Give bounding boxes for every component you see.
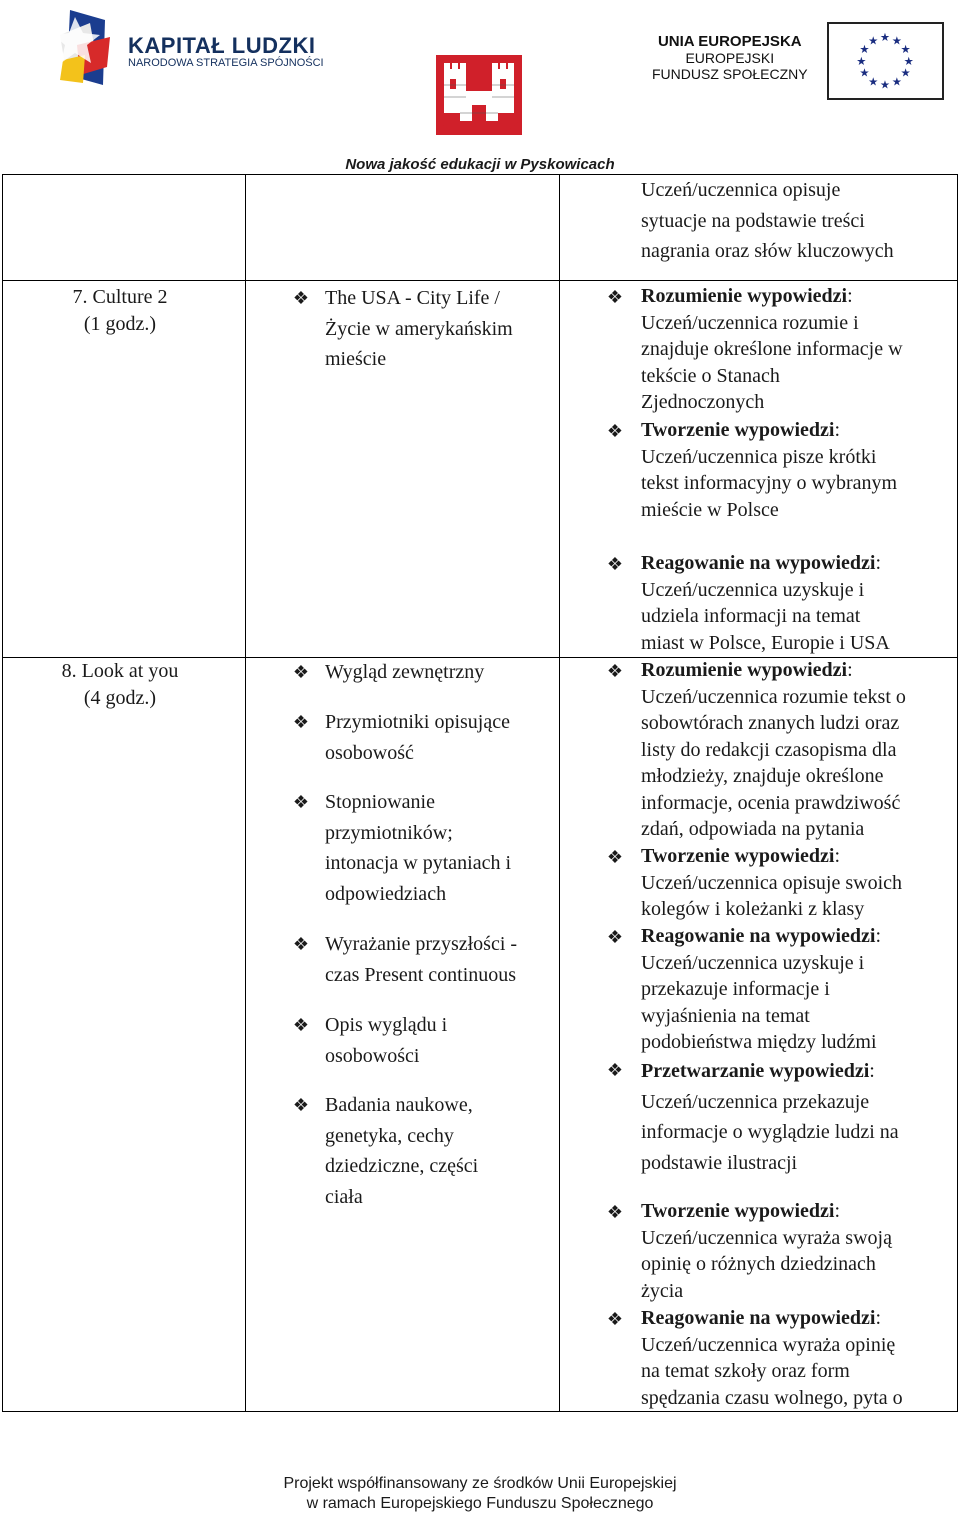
skill-colon: : bbox=[869, 1060, 875, 1082]
topic-line: Wyrażanie przyszłości - bbox=[325, 933, 518, 955]
skill-line: sobowtórach znanych ludzi oraz bbox=[641, 712, 900, 734]
skill-line: spędzania czasu wolnego, pyta o bbox=[641, 1386, 903, 1409]
carryover-skill-text bbox=[641, 175, 894, 267]
eu-star-icon: ★ bbox=[891, 74, 902, 89]
diamond-bullet-icon: ❖ bbox=[606, 287, 624, 307]
topic-item bbox=[325, 929, 517, 990]
skill-line: wyjaśnienia na temat bbox=[641, 1004, 810, 1027]
skill-line: tekście o Stanach bbox=[641, 364, 780, 387]
skill-item bbox=[641, 657, 906, 843]
topic-line: mieście bbox=[325, 348, 387, 370]
skill-line: Uczeń/uczennica opisuje swoich bbox=[641, 871, 903, 894]
skill-line: Uczeń/uczennica uzyskuje i bbox=[641, 578, 865, 601]
topic-line: dziedziczne, części bbox=[325, 1155, 479, 1177]
topic-line: Opis wyglądu i bbox=[325, 1014, 448, 1036]
diamond-bullet-icon: ❖ bbox=[292, 662, 310, 682]
skill-item bbox=[641, 1198, 892, 1304]
eu-fund-label bbox=[652, 33, 808, 82]
eu-line1: UNIA EUROPEJSKA bbox=[657, 33, 802, 50]
skill-heading bbox=[641, 1056, 899, 1087]
skill-line: młodzieży, znajduje określone bbox=[641, 765, 884, 787]
diamond-bullet-icon: ❖ bbox=[606, 1202, 624, 1222]
skill-line: Uczeń/uczennica pisze krótki bbox=[641, 445, 877, 468]
eu-star-icon: ★ bbox=[879, 77, 891, 92]
skill-line: znajduje określone informacje w bbox=[641, 338, 903, 360]
topic-line: Wygląd zewnętrzny bbox=[325, 661, 485, 683]
topic-line: genetyka, cechy bbox=[325, 1124, 454, 1147]
eu-star-icon: ★ bbox=[891, 33, 902, 48]
carryover-line: Uczeń/uczennica opisuje bbox=[641, 179, 841, 201]
topic-line: Stopniowanie bbox=[325, 791, 435, 813]
skill-colon: : bbox=[834, 845, 841, 867]
skill-line: informacje o wyglądzie ludzi na bbox=[641, 1121, 899, 1143]
skill-heading bbox=[641, 1198, 892, 1225]
diamond-bullet-icon: ❖ bbox=[606, 927, 624, 947]
skill-line: Zjednoczonych bbox=[641, 391, 765, 413]
eu-flag-icon bbox=[827, 22, 944, 100]
skill-keyword: Tworzenie wypowiedzi bbox=[641, 1200, 835, 1222]
skill-line: Uczeń/uczennica wyraża opinię bbox=[641, 1333, 896, 1356]
topic-item bbox=[325, 1090, 478, 1212]
skill-colon: : bbox=[834, 1200, 841, 1222]
skill-heading bbox=[641, 283, 903, 310]
skill-keyword: Przetwarzanie wypowiedzi bbox=[641, 1060, 870, 1082]
eu-star-icon: ★ bbox=[900, 65, 911, 80]
skill-colon: : bbox=[847, 285, 853, 307]
skill-heading bbox=[641, 417, 897, 444]
skill-item bbox=[641, 550, 890, 656]
topic-line: Przymiotniki opisujące bbox=[325, 711, 510, 733]
skill-line: miast w Polsce, Europie i USA bbox=[641, 631, 890, 654]
skill-keyword: Rozumienie wypowiedzi bbox=[641, 285, 848, 307]
skill-line: na temat szkoły oraz form bbox=[641, 1360, 850, 1382]
skill-line: Uczeń/uczennica wyraża swoją bbox=[641, 1226, 892, 1249]
diamond-bullet-icon: ❖ bbox=[292, 288, 310, 308]
skill-item bbox=[641, 1305, 903, 1411]
skill-line: życia bbox=[641, 1279, 684, 1302]
eu-star-icon: ★ bbox=[879, 30, 891, 45]
topic-line: ciała bbox=[325, 1185, 363, 1208]
diamond-bullet-icon: ❖ bbox=[292, 1095, 310, 1115]
skill-line: mieście w Polsce bbox=[641, 498, 779, 521]
topic-item bbox=[325, 1010, 447, 1071]
diamond-bullet-icon: ❖ bbox=[606, 847, 624, 867]
skill-colon: : bbox=[834, 419, 841, 441]
skill-line: Uczeń/uczennica rozumie i bbox=[641, 311, 859, 334]
topic-line: osobowości bbox=[325, 1044, 420, 1067]
eu-star-icon: ★ bbox=[903, 53, 914, 68]
skill-line: informacje, ocenia prawdziwość bbox=[641, 791, 901, 814]
skill-line: zdań, odpowiada na pytania bbox=[641, 818, 865, 840]
skill-line: listy do redakcji czasopisma dla bbox=[641, 738, 897, 761]
kapital-ludzki-subtitle: NARODOWA STRATEGIA SPÓJNOŚCI bbox=[128, 57, 324, 69]
skill-colon: : bbox=[875, 1307, 882, 1329]
carryover-line: sytuacje na podstawie treści bbox=[641, 209, 865, 232]
diamond-bullet-icon: ❖ bbox=[292, 934, 310, 954]
eu-star-icon: ★ bbox=[859, 65, 870, 80]
skill-colon: : bbox=[847, 659, 853, 681]
skill-item bbox=[641, 923, 881, 1056]
skill-line: tekst informacyjny o wybranym bbox=[641, 472, 898, 494]
skill-colon: : bbox=[875, 552, 882, 574]
skill-heading bbox=[641, 1305, 903, 1332]
skill-item bbox=[641, 417, 897, 523]
skill-line: Uczeń/uczennica przekazuje bbox=[641, 1090, 870, 1113]
footer-line1: Projekt współfinansowany ze środków Unii Europejskiej bbox=[283, 1475, 677, 1492]
kapital-ludzki-emblem-icon bbox=[55, 5, 125, 90]
diamond-bullet-icon: ❖ bbox=[606, 421, 624, 441]
page-footer bbox=[0, 1474, 960, 1514]
eu-star-icon: ★ bbox=[868, 33, 879, 48]
skill-keyword: Rozumienie wypowiedzi bbox=[641, 659, 848, 681]
topic-line: The USA - City Life / bbox=[325, 287, 500, 309]
diamond-bullet-icon: ❖ bbox=[606, 1309, 624, 1329]
topic-item bbox=[325, 787, 511, 909]
skill-colon: : bbox=[875, 925, 882, 947]
skill-keyword: Reagowanie na wypowiedzi bbox=[641, 925, 876, 947]
topic-item bbox=[325, 707, 510, 768]
skill-keyword: Reagowanie na wypowiedzi bbox=[641, 1307, 876, 1329]
skill-line: Uczeń/uczennica rozumie tekst o bbox=[641, 685, 906, 708]
diamond-bullet-icon: ❖ bbox=[606, 661, 624, 681]
topic-line: Badania naukowe, bbox=[325, 1094, 473, 1116]
eu-line2: EUROPEJSKI bbox=[685, 50, 775, 66]
lesson-title bbox=[2, 658, 238, 712]
topic-line: osobowość bbox=[325, 741, 414, 764]
skill-keyword: Tworzenie wypowiedzi bbox=[641, 845, 835, 867]
lesson-title-line: (4 godz.) bbox=[83, 687, 157, 709]
skill-item bbox=[641, 843, 902, 923]
kapital-ludzki-title: KAPITAŁ LUDZKI bbox=[128, 33, 316, 58]
eu-star-icon: ★ bbox=[859, 41, 870, 56]
topic-line: intonacja w pytaniach i bbox=[325, 852, 512, 874]
skill-line: opinię o różnych dziedzinach bbox=[641, 1253, 876, 1275]
topic-line: przymiotników; bbox=[325, 821, 453, 844]
skill-heading bbox=[641, 923, 881, 950]
eu-star-icon: ★ bbox=[856, 53, 867, 68]
skill-line: kolegów i koleżanki z klasy bbox=[641, 898, 865, 920]
diamond-bullet-icon: ❖ bbox=[606, 1060, 624, 1080]
topic-line: odpowiedziach bbox=[325, 882, 447, 905]
project-subtitle: Nowa jakość edukacji w Pyskowicach bbox=[345, 156, 615, 173]
diamond-bullet-icon: ❖ bbox=[292, 712, 310, 732]
skill-heading bbox=[641, 657, 906, 684]
eu-line3: FUNDUSZ SPOŁECZNY bbox=[652, 66, 808, 82]
carryover-line: nagrania oraz słów kluczowych bbox=[641, 240, 894, 262]
diamond-bullet-icon: ❖ bbox=[606, 554, 624, 574]
skill-line: przekazuje informacje i bbox=[641, 978, 830, 1000]
skill-line: udziela informacji na temat bbox=[641, 605, 861, 627]
skill-line: podobieństwa między ludźmi bbox=[641, 1031, 877, 1053]
eu-star-icon: ★ bbox=[868, 74, 879, 89]
skill-heading bbox=[641, 550, 890, 577]
lesson-title-line: 7. Culture 2 bbox=[72, 286, 168, 308]
topic-line: czas Present continuous bbox=[325, 963, 517, 986]
diamond-bullet-icon: ❖ bbox=[292, 792, 310, 812]
lesson-title-line: (1 godz.) bbox=[83, 313, 157, 335]
skill-item bbox=[641, 283, 903, 416]
skill-line: Uczeń/uczennica uzyskuje i bbox=[641, 951, 865, 974]
skill-heading bbox=[641, 843, 902, 870]
lesson-title bbox=[2, 284, 238, 338]
skill-line: podstawie ilustracji bbox=[641, 1151, 798, 1174]
skill-keyword: Reagowanie na wypowiedzi bbox=[641, 552, 876, 574]
topic-item bbox=[325, 657, 484, 688]
diamond-bullet-icon: ❖ bbox=[292, 1015, 310, 1035]
topic-item bbox=[325, 283, 513, 375]
footer-line2: w ramach Europejskiego Funduszu Społecznego bbox=[306, 1495, 654, 1512]
eu-star-icon: ★ bbox=[900, 41, 911, 56]
pyskowice-crest-icon bbox=[436, 55, 522, 135]
skill-keyword: Tworzenie wypowiedzi bbox=[641, 419, 835, 441]
lesson-title-line: 8. Look at you bbox=[61, 660, 179, 682]
skill-item bbox=[641, 1056, 899, 1178]
topic-line: Życie w amerykańskim bbox=[325, 317, 513, 340]
